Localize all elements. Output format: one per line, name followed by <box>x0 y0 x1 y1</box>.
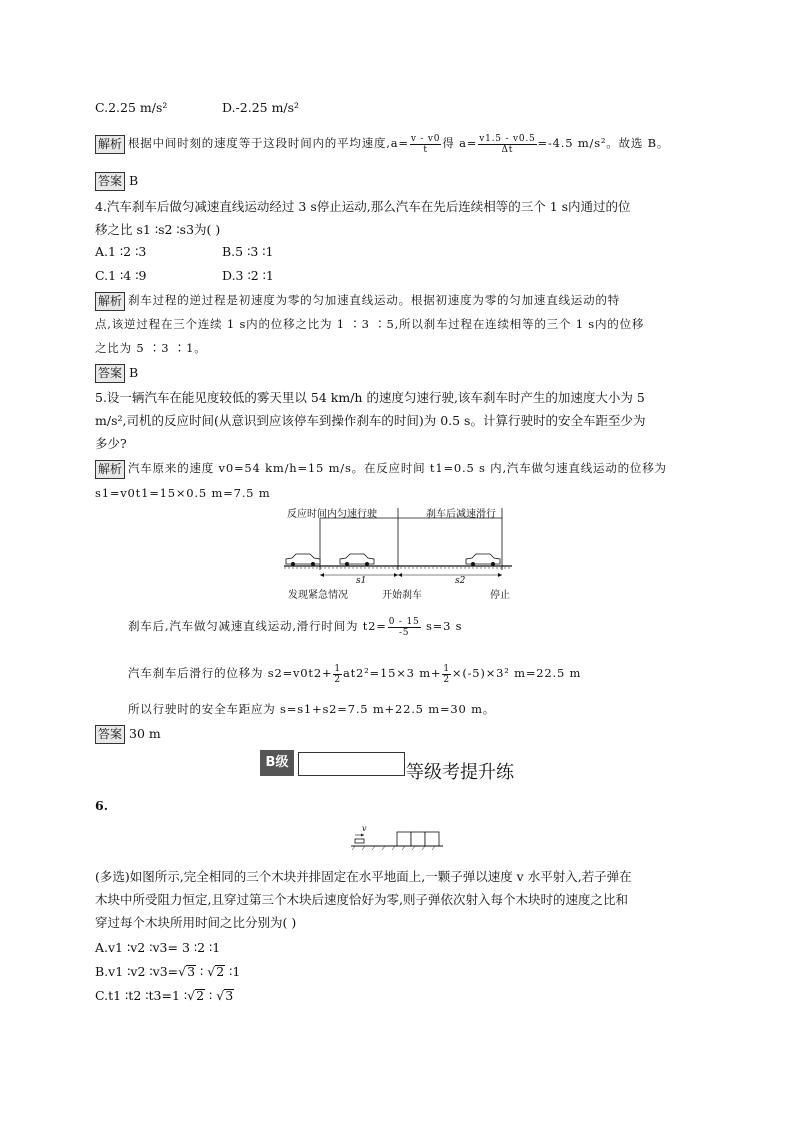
car-icon <box>466 554 500 566</box>
answer-tag: 答案 <box>95 172 125 191</box>
section-header-box <box>298 752 405 776</box>
option-d: D.3 ∶2 ∶1 <box>222 268 274 283</box>
question-6-stem: (多选)如图所示,完全相同的三个木块并排固定在水平地面上,一颗子弹以速度 v 水平射入,若子弹在 <box>95 869 632 884</box>
answer-tag: 答案 <box>95 725 125 744</box>
analysis-text: 汽车原来的速度 v0=54 km/h=15 m/s。在反应时间 t1=0.5 s 内,汽车做匀速直线运动的位移为 <box>128 461 667 475</box>
analysis-text: 汽车刹车后滑行的位移为 s2=v0t2+ $\frac{1}{2}$ at2²=15×3 m+ $\frac{1}{2}$ ×(-5)×3² m=22.5 m <box>128 663 582 685</box>
option-c: C.t1 ∶t2 ∶t3=1 ∶√2 ∶ √3 <box>95 988 234 1003</box>
fraction: $\frac{1}{2}$ <box>334 663 341 685</box>
question-4-stem: 移之比 s1 ∶s2 ∶s3为( ) <box>95 222 221 237</box>
velocity-label: v <box>362 824 367 833</box>
question-6-number: 6. <box>95 798 109 813</box>
analysis-text: 点,该逆过程在三个连续 1 s内的位移之比为 1 ∶3 ∶5,所以刹车过程在连续相等的三个 1 s内的位移 <box>95 317 645 331</box>
analysis-tag: 解析 <box>95 460 125 479</box>
analysis-text: 所以行驶时的安全车距应为 s=s1+s2=7.5 m+22.5 m=30 m。 <box>128 702 496 716</box>
question-6-stem: 穿过每个木块所用时间之比分别为( ) <box>95 915 297 930</box>
option-a: A.v1 ∶v2 ∶v3= 3 ∶2 ∶1 <box>95 940 221 955</box>
analysis-text: 之比为 5 ∶3 ∶1。 <box>95 341 207 355</box>
option-a: A.1 ∶2 ∶3 <box>95 244 147 259</box>
option-b: B.5 ∶3 ∶1 <box>222 244 274 259</box>
option-d: D.-2.25 m/s² <box>222 100 300 115</box>
figure-label: 停止 <box>490 590 510 601</box>
question-5-stem: 多少? <box>95 436 127 451</box>
option-c: C.1 ∶4 ∶9 <box>95 268 147 283</box>
fraction: $\frac{0 - 15}{-5}$ <box>388 616 420 638</box>
question-5-stem: 5.设一辆汽车在能见度较低的雾天里以 54 km/h 的速度匀速行驶,该车刹车时产生的加速度大小为 5 <box>95 390 645 405</box>
figure-label: 发现紧急情况 <box>288 590 348 601</box>
section-level-badge: B级 <box>260 750 294 776</box>
analysis-tag: 解析 <box>95 292 125 311</box>
question-5-stem: m/s²,司机的反应时间(从意识到应该停车到操作刹车的时间)为 0.5 s。计算行驶时的安全车距至少为 <box>95 413 646 428</box>
figure-label: 开始刹车 <box>382 590 422 601</box>
analysis-text: 刹车过程的逆过程是初速度为零的匀加速直线运动。根据初速度为零的匀加速直线运动的特 <box>128 293 620 307</box>
figure-label: 刹车后减速滑行 <box>426 509 496 520</box>
answer-value: 30 m <box>129 726 161 741</box>
fraction: $\frac{v1.5 - v0.5}{\Delta t}$ <box>479 133 536 155</box>
analysis-text: 刹车后,汽车做匀减速直线运动,滑行时间为 t2= $\frac{0 - 15}{-5}$ s=3 s <box>128 616 463 638</box>
answer-value: B <box>129 173 139 188</box>
car-icon <box>340 554 374 566</box>
figure-label: s1 <box>356 576 367 586</box>
bullet-blocks-svg <box>345 824 447 854</box>
analysis-tag: 解析 <box>95 135 125 154</box>
question-4-stem: 4.汽车刹车后做匀减速直线运动经过 3 s停止运动,那么汽车在先后连续相等的三个 1 s内通过的位 <box>95 199 631 214</box>
analysis-text: s1=v0t1=15×0.5 m=7.5 m <box>95 486 271 500</box>
figure-label: s2 <box>455 576 466 586</box>
section-title: 等级考提升练 <box>406 762 514 783</box>
figure-label: 反应时间内匀速行驶 <box>287 509 377 520</box>
fraction: $\frac{v - v0}{t}$ <box>410 133 441 155</box>
answer-value: B <box>129 365 139 380</box>
bullet-blocks-figure <box>345 824 447 854</box>
analysis-text: 根据中间时刻的速度等于这段时间内的平均速度,a= $\frac{v - v0}{t}$ 得 a= $\frac{v1.5 - v0.5}{\Delta t}$ =-4.5 m/s²。故选 B。 <box>128 133 670 155</box>
question-6-stem: 木块中所受阻力恒定,且穿过第三个木块后速度恰好为零,则子弹依次射入每个木块时的速度之比和 <box>95 892 628 907</box>
answer-tag: 答案 <box>95 364 125 383</box>
option-c: C.2.25 m/s² <box>95 100 168 115</box>
fraction: $\frac{1}{2}$ <box>443 663 450 685</box>
option-b: B.v1 ∶v2 ∶v3=√3 ∶ √2 ∶1 <box>95 964 241 979</box>
car-icon <box>286 554 320 566</box>
